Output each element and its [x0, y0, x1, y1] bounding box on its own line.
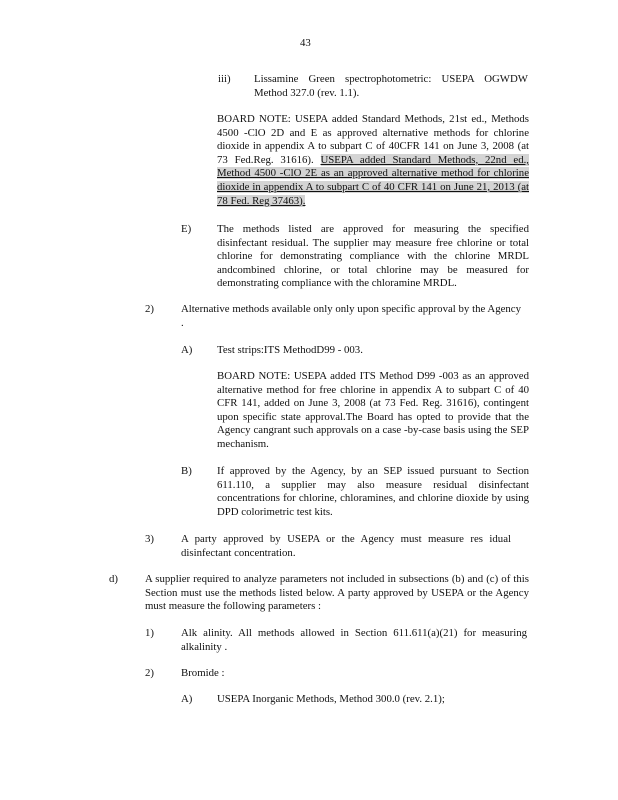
board-note-1 [217, 113, 529, 208]
item-A-label: A) [181, 344, 193, 356]
item-B-text: If approved by the Agency, by an SEP issued pursuant to Section 611.110, a supplier may also measure residual disinfectant concentrations for chlorine, chloramines, and chlorine dioxide by using DPD colorimetric test kits. [217, 465, 529, 518]
item-iii-label: iii) [218, 73, 231, 85]
item-E-text: The methods listed are approved for measuring the specified disinfectant residual. The supplier may measure free chlorine or total chlorine for demonstrating compliance with the chlorine MRDL andcombined chlorine, or total chlorine may be measured for demonstrating compliance with the chloramine MRDL. [217, 223, 529, 290]
item-d2-text: Bromide : [181, 667, 225, 679]
item-E-label: E) [181, 223, 192, 235]
item-B-label: B) [181, 465, 192, 477]
board-note-1-amendment: USEPA added Standard Methods, 22nd ed., Method 4500 -ClO 2E as an approved alternative method for chlorine dioxide in appendix A to subpart C of 40 CFR 141 on June 21, 2013 (at 78 Fed. Reg 37463). [217, 153, 529, 207]
board-note-1-text: BOARD NOTE: USEPA added Standard Methods, 21st ed., Methods 4500 -ClO 2D and E as approved alternative methods for chlorine dioxide in appendix A to subpart C of 40CFR 141 on June 3, 2008 (at 73 Fed.Reg. 31616). [217, 113, 529, 166]
item-3-text: A party approved by USEPA or the Agency must measure res idual disinfectant concentration. [181, 533, 511, 559]
item-dA-label: A) [181, 693, 193, 705]
item-d-label: d) [109, 573, 118, 585]
item-d1-label: 1) [145, 627, 154, 639]
item-2-label: 2) [145, 303, 154, 315]
item-A-text: Test strips:ITS MethodD99 - 003. [217, 344, 363, 356]
page-number: 43 [300, 37, 311, 49]
item-d1-text: Alk alinity. All methods allowed in Section 611.611(a)(21) for measuring alkalinity . [181, 627, 527, 653]
item-dA-text: USEPA Inorganic Methods, Method 300.0 (rev. 2.1); [217, 693, 445, 705]
item-d2-label: 2) [145, 667, 154, 679]
board-note-2: BOARD NOTE: USEPA added ITS Method D99 -003 as an approved alternative method for free chlorine in appendix A to subpart C of 40 CFR 141, added on June 3, 2008 (at 73 Fed. Reg. 31616), contingent upon specific state approval.The Board has opted to provide that the Agency cangrant such approvals on a case -by-case basis using the SEP mechanism. [217, 370, 529, 450]
item-iii-text: Lissamine Green spectrophotometric: USEPA OGWDW Method 327.0 (rev. 1.1). [254, 73, 528, 99]
item-3-label: 3) [145, 533, 154, 545]
item-d-text: A supplier required to analyze parameters not included in subsections (b) and (c) of this Section must use the methods listed below. A party approved by USEPA or the Agency must measure the following parameters : [145, 573, 529, 613]
item-2-text: Alternative methods available only only upon specific approval by the Agency . [181, 303, 521, 329]
